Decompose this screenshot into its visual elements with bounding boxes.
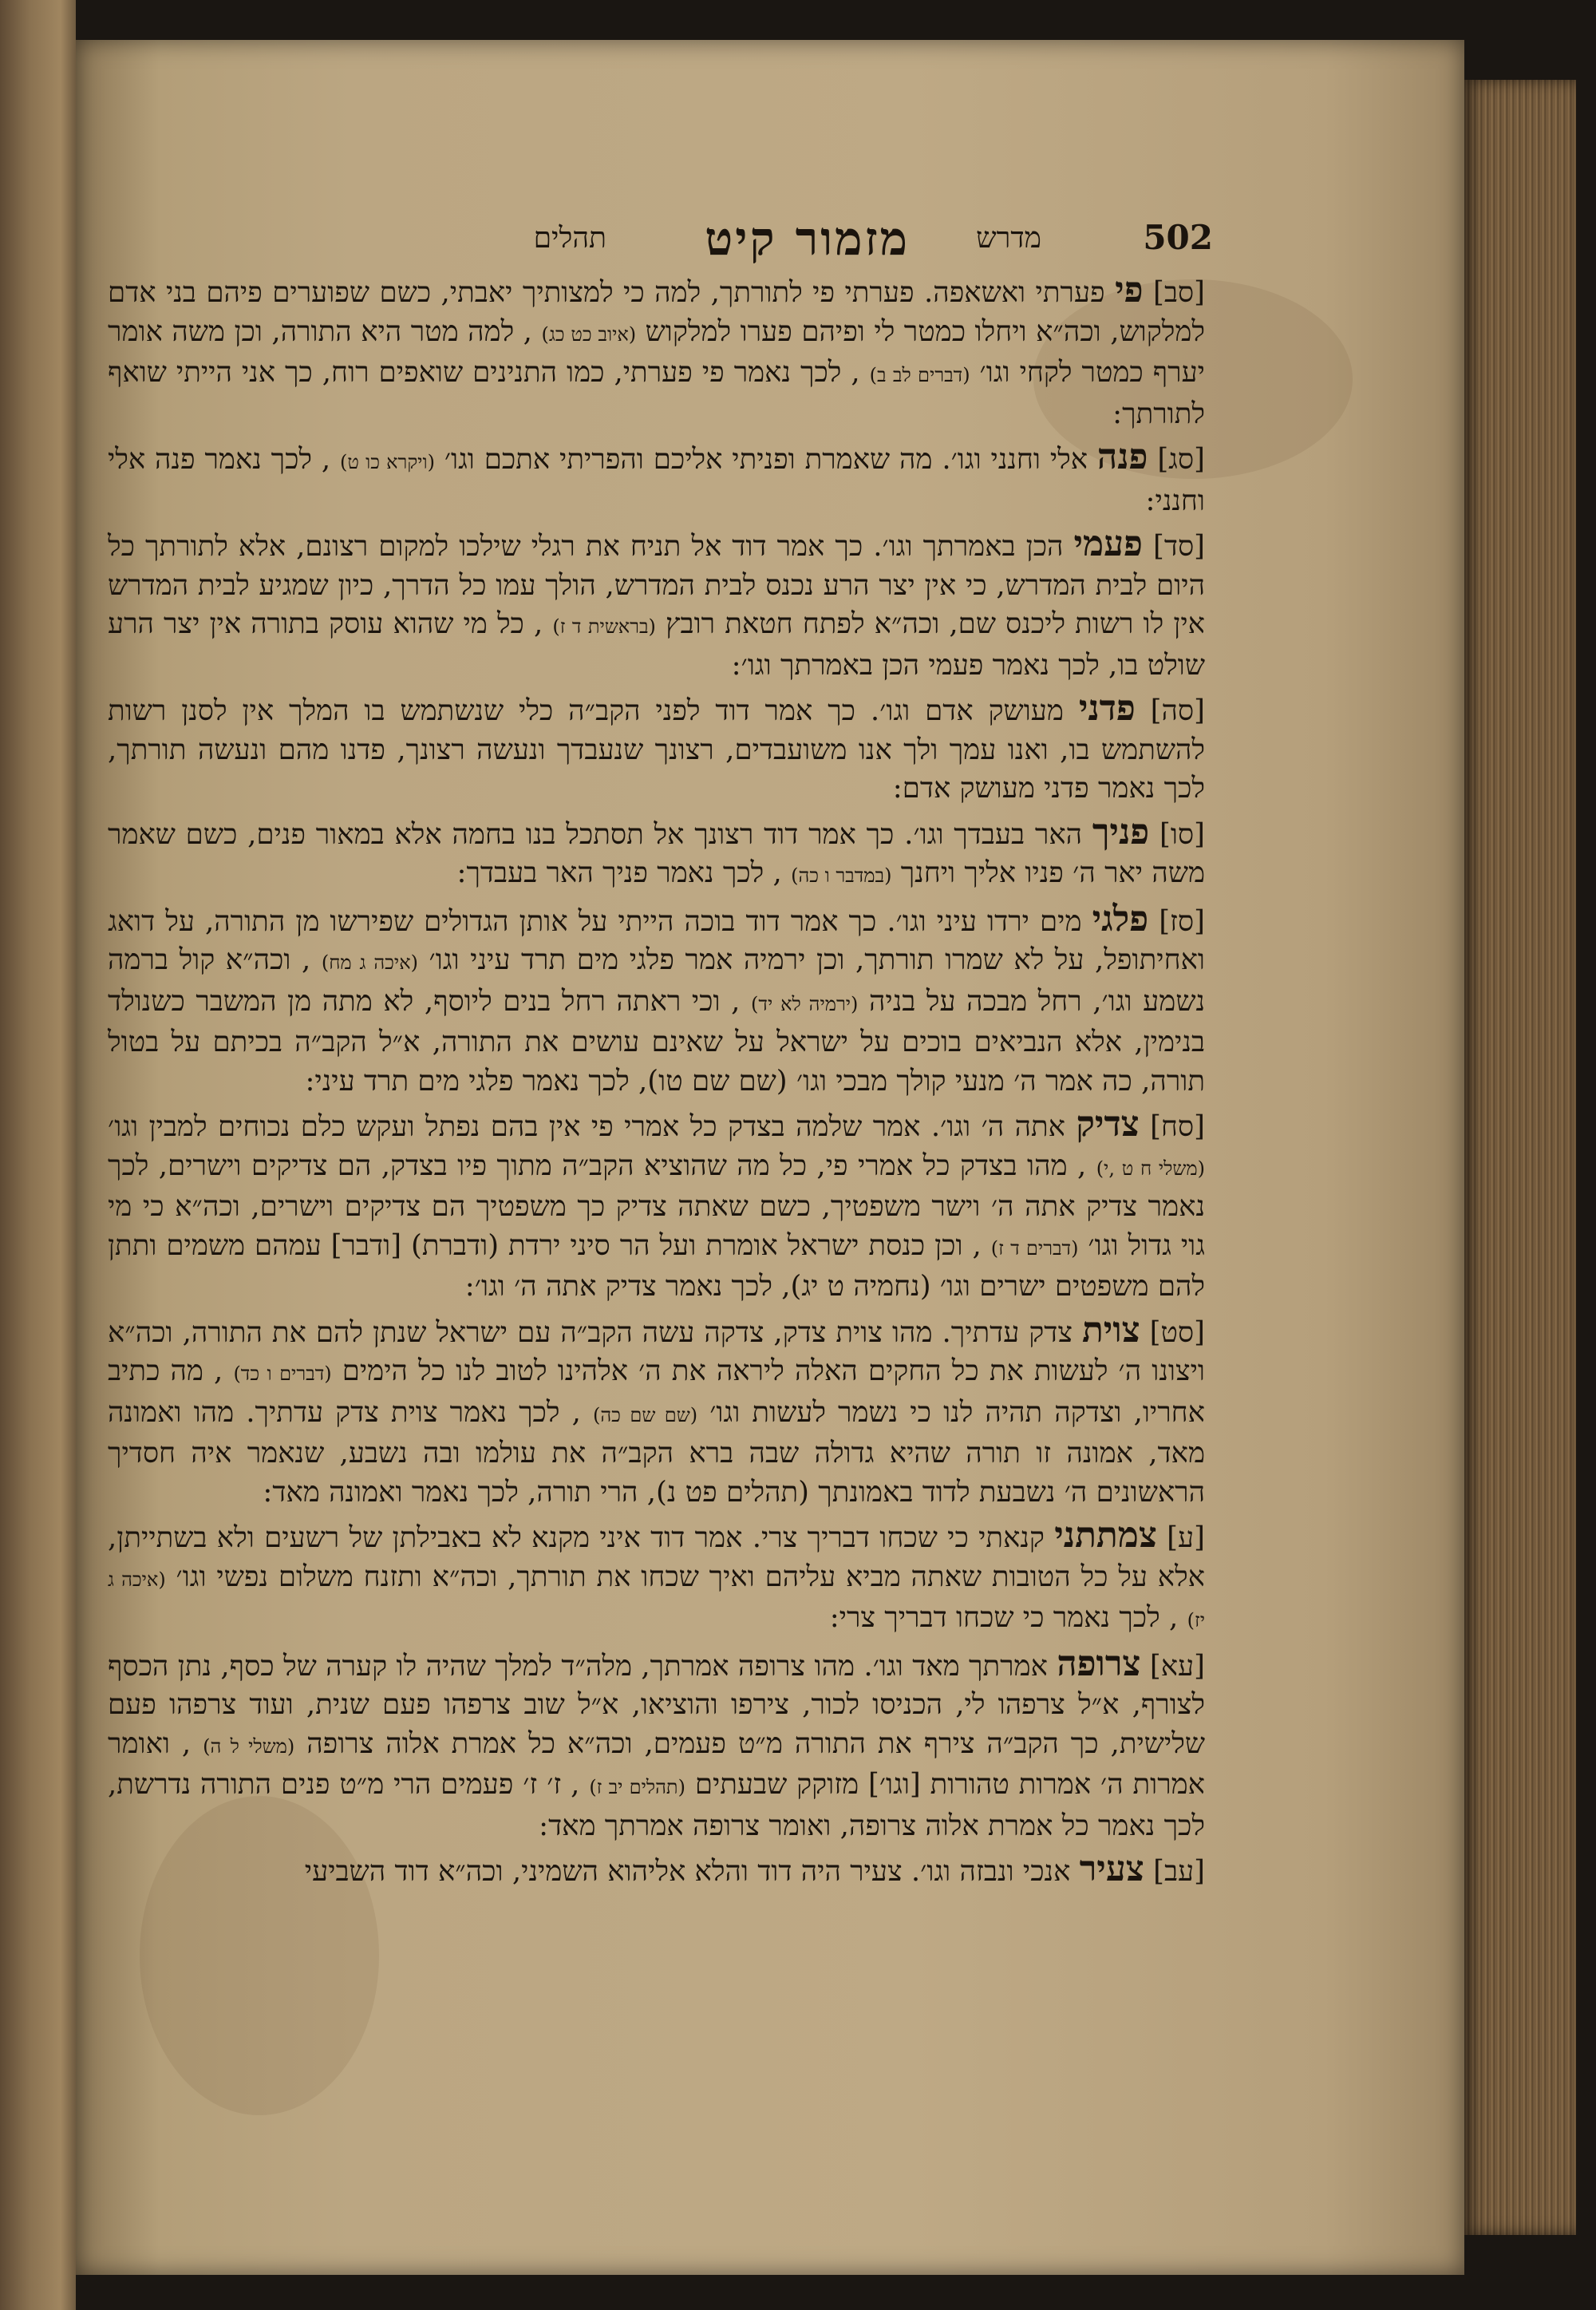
facing-page-edge bbox=[0, 0, 76, 2310]
paragraph-text: , למה מטר היא התורה, וכן משה אומר יערף כמטר לקחי וגו׳ bbox=[108, 314, 1205, 389]
citation: (דברים לב ב) bbox=[869, 364, 970, 386]
citation: (איכה ג יז) bbox=[108, 1568, 1205, 1632]
citation: (משלי ח ט ,י) bbox=[1096, 1157, 1205, 1180]
paragraph-keyword: צמתתני bbox=[1054, 1515, 1157, 1556]
paragraph-text: האר בעבדך וגו׳. כך אמר דוד רצונך אל תסתכל בנו בחמה אלא במאור פנים, כשם שאמר משה יאר ה׳ פניו אליך ויחנך bbox=[108, 817, 1205, 889]
page-number: 502 bbox=[1143, 218, 1213, 257]
paragraph bbox=[108, 1645, 1205, 1846]
paragraph-keyword: פלגי bbox=[1092, 898, 1149, 939]
paragraph-marker: [סה] bbox=[1150, 694, 1205, 727]
paragraph-marker: [סח] bbox=[1150, 1110, 1205, 1143]
paragraph-keyword: צוית bbox=[1081, 1309, 1140, 1351]
paragraph bbox=[108, 1311, 1205, 1513]
midrash-text bbox=[108, 271, 1205, 1897]
paragraph bbox=[108, 438, 1205, 520]
paragraph bbox=[108, 1517, 1205, 1640]
paragraph-text: , לכך נאמר צוית צדק עדתיך. מהו ואמונה מאד, אמונה זו תורה שהיא גדולה שבה ברא הקב״ה את עולמו ובה נשבע, שנאמר איה חסדיך הראשונים ה׳ נשבעת לדוד באמונתך (תהלים פט נ), הרי תורה, לכך נאמר ואמונה מאד: bbox=[108, 1395, 1205, 1509]
paragraph-keyword: צרופה bbox=[1057, 1643, 1141, 1684]
citation: (דברים ו כד) bbox=[233, 1363, 332, 1385]
paragraph bbox=[108, 525, 1205, 685]
paragraph-text: מים ירדו עיני וגו׳. כך אמר דוד בוכה הייתי על אותן הגדולים שפירשו מן התורה, על דואג ואחיתופל, על לא שמרו תורתך, וכן ירמיה אמר פלגי מים תרד עיני וגו׳ bbox=[108, 904, 1205, 976]
paragraph-text: , וכן כנסת ישראל אומרת ועל הר סיני ירדת (ודברת) [ודבר] עמהם משמים ותתן להם משפטים ישרים וגו׳ (נחמיה ט יג), לכך נאמר צדיק אתה ה׳ וגו׳: bbox=[108, 1228, 1205, 1303]
paragraph-text: , לכך נאמר פניך האר בעבדך: bbox=[456, 856, 782, 889]
paragraph-keyword: צעיר bbox=[1079, 1849, 1144, 1889]
citation: (דברים ד ז) bbox=[990, 1236, 1079, 1260]
paragraph-text: אלי וחנני וגו׳. מה שאמרת ופניתי אליכם והפריתי אתכם וגו׳ bbox=[444, 443, 1088, 476]
paragraph-text: , מהו בצדק כל אמרי פי, כל מה שהוציא הקב״ה מתוך פיו בצדק, הם צדיקים וישרים, לכך נאמר צדיק אתה ה׳ וישר משפטיך, כשם שאתה צדיק כך משפטיך הם צדיקים וישרים, וכה״א כי מי גוי גדול וגו׳ bbox=[108, 1149, 1205, 1262]
paragraph bbox=[108, 1106, 1205, 1307]
paragraph-marker: [סד] bbox=[1153, 530, 1205, 563]
header-right-word: תהלים bbox=[533, 222, 606, 255]
paragraph bbox=[108, 813, 1205, 896]
citation: (במדבר ו כה) bbox=[791, 864, 892, 887]
header-left-word: מדרש bbox=[976, 222, 1041, 255]
paragraph-keyword: פניך bbox=[1092, 811, 1150, 852]
paragraph-text: אתה ה׳ וגו׳. אמר שלמה בצדק כל אמרי פי אין בהם נפתל ועקש כלם נכוחים למבין וגו׳ bbox=[108, 1110, 1065, 1143]
paragraph-text: פערתי ואשאפה. פערתי פי לתורתך, למה כי למצותיך יאבתי, כשם שפוערים פיהם בני אדם למלקוש, וכה״א ויחלו כמטר לי ופיהם פערו למלקוש bbox=[108, 276, 1206, 348]
paragraph-marker: [סב] bbox=[1152, 276, 1205, 309]
running-header bbox=[351, 212, 1213, 275]
paragraph-text: , מה כתיב אחריו, וצדקה תהיה לנו כי נשמר לעשות וגו׳ bbox=[108, 1355, 1205, 1429]
paragraph-text: הכן באמרתך וגו׳. כך אמר דוד אל תניח את רגלי שילכו למקום רצונם, אלא לתורתך כל היום לבית המדרש, כי אין יצר הרע נכנס לבית המדרש, הולך עמו כל הדרך, כיון שמגיע לבית המדרש אין לו רשות ליכנס שם, וכה״א לפתח חטאת רובץ bbox=[108, 530, 1205, 640]
paragraph-marker: [עא] bbox=[1149, 1649, 1205, 1683]
citation: (ויקרא כו ט) bbox=[340, 451, 435, 473]
citation: (איכה ג מח) bbox=[321, 951, 418, 974]
paragraph bbox=[108, 690, 1205, 809]
paragraph-text: , וכה״א קול ברמה נשמע וגו׳, רחל מבכה על בניה bbox=[108, 943, 1205, 1018]
citation: (ירמיה לא יד) bbox=[751, 992, 859, 1015]
paragraph-text: מעושק אדם וגו׳. כך אמר דוד לפני הקב״ה כלי שנשתמש בו המלך אין לסנן רשות להשתמש בו, ואנו עמך ולך אנו משועבדים, רצונך שנעבדך ונעשה רצונך, פדנו מהם ונעשה תורתך, לכך נאמר פדני מעושק אדם: bbox=[108, 694, 1205, 805]
paragraph-text: , וכי ראתה רחל בנים ליוסף, לא מתה מן המשבר כשנולד בנימין, אלא הנביאים בוכים על ישראל על שאינם עושים את התורה, א״ל הקב״ה בכיתם על בטול תורה, כה אמר ה׳ מנעי קולך מבכי וגו׳ (שם שם טו), לכך נאמר פלגי מים תרד עיני: bbox=[108, 984, 1205, 1098]
citation: (איוב כט כג) bbox=[541, 322, 637, 346]
paragraph-marker: [ע] bbox=[1167, 1521, 1205, 1554]
citation: (משלי ל ה) bbox=[203, 1734, 295, 1758]
citation: (תהלים יב ז) bbox=[589, 1776, 685, 1798]
paragraph-text: , כל מי שהוא עוסק בתורה אין יצר הרע שולט בו, לכך נאמר פעמי הכן באמרתך וגו׳: bbox=[108, 607, 1205, 682]
paragraph bbox=[108, 1850, 1205, 1892]
paragraph-marker: [סז] bbox=[1159, 904, 1205, 938]
paragraph-keyword: פנה bbox=[1096, 437, 1148, 477]
citation: (בראשית ד ז) bbox=[552, 615, 656, 638]
paragraph-text: , לכך נאמר פי פערתי, כמו התנינים שואפים רוח, כך אני הייתי שואף לתורתך: bbox=[108, 356, 1205, 430]
paragraph-marker: [עב] bbox=[1153, 1855, 1205, 1888]
paragraph-marker: [סו] bbox=[1159, 817, 1205, 851]
paragraph-text: , ואומר אמרות ה׳ אמרות טהורות [וגו׳] מזוקק שבעתים bbox=[108, 1727, 1205, 1801]
paragraph-text: , לכך נאמר כי שכחו דבריך צרי: bbox=[829, 1601, 1179, 1634]
paragraph-keyword: פעמי bbox=[1073, 524, 1143, 564]
paragraph bbox=[108, 271, 1205, 433]
paragraph-text: , ז׳ ז׳ פעמים הרי מ״ט פנים התורה נדרשת, לכך נאמר כל אמרת אלוה צרופה, ואומר צרופה אמרתך מאד: bbox=[108, 1768, 1205, 1842]
paragraph-marker: [סט] bbox=[1149, 1315, 1205, 1349]
paragraph-text: צדק עדתיך. מהו צוית צדק, צדקה עשה הקב״ה עם ישראל שנתן להם את התורה, וכה״א ויצונו ה׳ לעשות את כל החקים האלה ליראה את ה׳ אלהינו לטוב לנו כל הימים bbox=[108, 1315, 1205, 1387]
paragraph-marker: [סג] bbox=[1157, 443, 1205, 476]
paragraph-text: , לכך נאמר פנה אלי וחנני: bbox=[108, 443, 1205, 517]
paragraph-keyword: צדיק bbox=[1076, 1104, 1140, 1145]
paragraph-keyword: פי bbox=[1115, 270, 1144, 311]
paragraph bbox=[108, 900, 1205, 1102]
header-title: מזמור קיט bbox=[705, 212, 910, 266]
citation: (שם שם כה) bbox=[593, 1403, 698, 1426]
page-block-edge bbox=[1464, 80, 1576, 2235]
paragraph-text: קנאתי כי שכחו דבריך צרי. אמר דוד איני מקנא לא באבילתן של רשעים ולא בשתייתן, אלא על כל הטובות שאתה מביא עליהם ואיך שכחו את תורתך, וכה״א ותזנח משלום נפשי וגו׳ bbox=[108, 1521, 1205, 1593]
paragraph-text: אנכי ונבזה וגו׳. צעיר היה דוד והלא אליהוא השמיני, וכה״א דוד השביעי bbox=[304, 1855, 1071, 1888]
paragraph-text: אמרתך מאד וגו׳. מהו צרופה אמרתך, מלה״ד למלך שהיה לו קערה של כסף, נתן הכסף לצורף, א״ל צרפהו לי, הכניסו לכור, צירפו והוציאו, א״ל שוב צרפהו פעם שנית, ועוד צרפהו פעם שלישית, כך הקב״ה צירף את התורה מ״ט פעמים, וכה״א כל אמרת אלוה צרופה bbox=[108, 1649, 1205, 1760]
paragraph-keyword: פדני bbox=[1078, 688, 1136, 729]
